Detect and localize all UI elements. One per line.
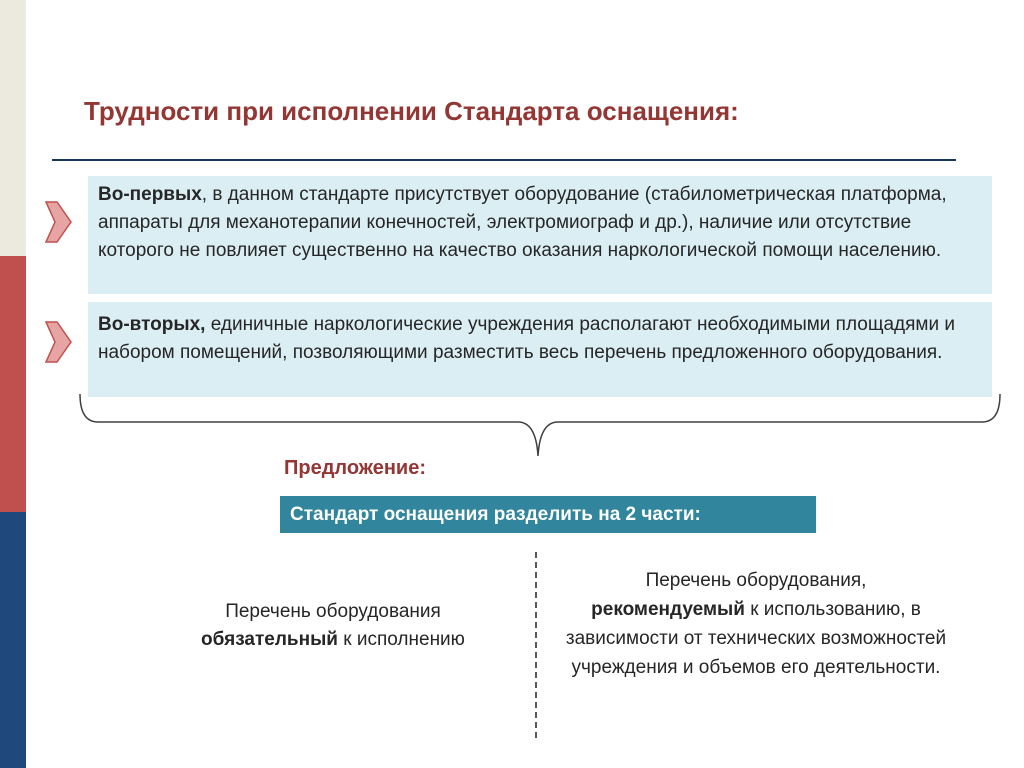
point-second-text: единичные наркологические учреждения располагают необходимыми площадями и набором помещений, позволяющими разместить весь перечень предложенного оборудования. <box>98 314 955 363</box>
title-divider <box>52 159 956 161</box>
mandatory-line1: Перечень оборудования <box>225 601 441 622</box>
recommended-bold: рекомендуемый <box>591 599 745 620</box>
left-band-middle <box>0 256 26 512</box>
point-first-box <box>88 176 992 294</box>
arrow-right-icon <box>45 198 73 246</box>
split-banner: Стандарт оснащения разделить на 2 части: <box>280 496 816 533</box>
column-divider <box>535 552 537 738</box>
point-second-lead: Во-вторых, <box>98 314 206 335</box>
slide-title: Трудности при исполнении Стандарта оснащения: <box>84 96 739 126</box>
point-second-box <box>88 302 992 397</box>
mandatory-list-text <box>140 598 526 654</box>
mandatory-rest: к исполнению <box>338 629 465 650</box>
recommended-line1: Перечень оборудования, <box>645 570 867 591</box>
recommended-list-text <box>552 566 960 682</box>
curly-brace-icon <box>78 392 1002 458</box>
mandatory-bold: обязательный <box>201 629 338 650</box>
left-band-top <box>0 0 26 256</box>
arrow-right-icon <box>45 318 73 366</box>
recommended-rest: к использованию, в зависимости от технических возможностей учреждения и объемов его деятельности. <box>565 599 947 678</box>
proposal-label: Предложение: <box>284 457 427 479</box>
left-band-bottom <box>0 512 26 768</box>
point-first-lead: Во-первых <box>98 184 202 205</box>
point-first-text: , в данном стандарте присутствует оборудование (стабилометрическая платформа, аппараты для механотерапии конечностей, электромиограф и др.), наличие или отсутствие которого не повлияет существенно на качество оказания наркологической помощи населению. <box>98 184 947 261</box>
